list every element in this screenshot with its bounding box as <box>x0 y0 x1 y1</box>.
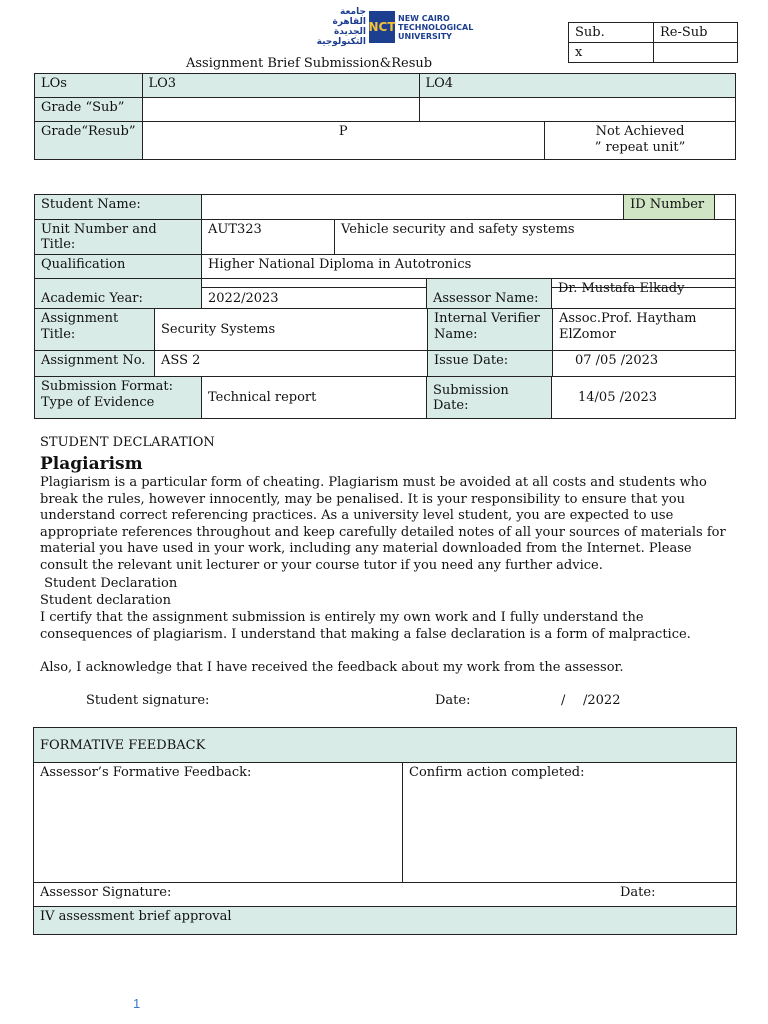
assignment-title-value: Security Systems <box>155 309 428 351</box>
iv-approval-label: IV assessment brief approval <box>34 907 737 935</box>
student-info-table <box>34 194 736 288</box>
assignment-title-label: Assignment Title: <box>35 309 155 351</box>
student-name-label: Student Name: <box>35 195 202 220</box>
sub-header: Sub. <box>569 23 654 43</box>
brief-title: Assignment Brief Submission&Resub <box>186 56 433 71</box>
declaration-sub2: Student declaration <box>40 593 171 608</box>
lo4-label: LO4 <box>419 74 735 98</box>
lo3-label: LO3 <box>142 74 419 98</box>
resub-mark[interactable] <box>654 43 738 63</box>
resub-header: Re-Sub <box>654 23 738 43</box>
feedback-heading: FORMATIVE FEEDBACK <box>34 728 737 763</box>
student-signature-label: Student signature: <box>86 693 210 708</box>
assignment-detail-table <box>34 308 736 377</box>
submission-date-value: 14/05 /2023 <box>552 377 736 419</box>
plagiarism-text: Plagiarism is a particular form of cheating. Plagiarism must be avoided at all costs and students who break the rules, however innocently, may be penalised. It is your responsibility to ensure that you understand correct referencing practices. As a university level student, you are expected to use appropriate references throughout and keep carefully detailed notes of all your sources of materials for material you have used in your work, including any material downloaded from the Internet. Please consult the relevant unit lecturer or your course tutor if you need any further advice. <box>40 475 726 573</box>
not-achieved-cell <box>545 122 736 160</box>
submission-format-value: Technical report <box>202 377 427 419</box>
logo-arabic-text: جامعة القاهرة الجديدة التكنولوجية <box>316 7 366 47</box>
formative-feedback-table <box>33 727 737 935</box>
unit-number: AUT323 <box>202 220 335 255</box>
confirm-action-box[interactable] <box>403 763 737 883</box>
unit-label: Unit Number and Title: <box>35 220 202 255</box>
assessor-value: Dr. Mustafa Elkady <box>552 279 736 309</box>
los-label: LOs <box>35 74 143 98</box>
declaration-sub1: Student Declaration <box>40 576 178 591</box>
logo-badge: NCT <box>369 11 395 43</box>
unit-title: Vehicle security and safety systems <box>335 220 736 255</box>
declaration-heading: STUDENT DECLARATION <box>40 435 215 450</box>
iv-label: Internal Verifier Name: <box>428 309 553 351</box>
iv-value: Assoc.Prof. Haytham ElZomor <box>553 309 736 351</box>
grades-table <box>34 73 736 160</box>
issue-date-label: Issue Date: <box>428 351 553 377</box>
university-logo <box>306 7 474 47</box>
grade-sub-label: Grade “Sub” <box>35 98 143 122</box>
logo-english-text: NEW CAIRO TECHNOLOGICAL UNIVERSITY <box>398 13 474 41</box>
student-date-slash: / <box>561 693 566 708</box>
assessor-signature-label[interactable]: Assessor Signature: <box>34 883 615 907</box>
issue-date-value: 07 /05 /2023 <box>553 351 736 377</box>
student-date-year: /2022 <box>583 693 621 708</box>
assignment-info-table <box>34 278 736 309</box>
assessor-feedback-box[interactable] <box>34 763 403 883</box>
grade-resub-value[interactable]: P <box>142 122 544 160</box>
assessor-label: Assessor Name: <box>427 279 552 309</box>
sub-mark[interactable]: x <box>569 43 654 63</box>
id-number-field[interactable] <box>715 195 736 220</box>
submission-table <box>34 376 736 419</box>
plagiarism-title: Plagiarism <box>40 454 143 474</box>
acknowledge-text: Also, I acknowledge that I have received the feedback about my work from the assessor. <box>40 660 624 675</box>
grade-sub-lo4[interactable] <box>419 98 735 122</box>
sub-resub-table <box>568 22 738 63</box>
assignment-no-value: ASS 2 <box>155 351 428 377</box>
submission-format-label: Submission Format: Type of Evidence <box>35 377 202 419</box>
confirm-action-label: Confirm action completed: <box>409 765 585 780</box>
grade-resub-label: Grade“Resub” <box>35 122 143 160</box>
qualification-value: Higher National Diploma in Autotronics <box>202 255 736 288</box>
qualification-label: Qualification <box>35 255 202 288</box>
student-date-label: Date: <box>435 693 471 708</box>
assignment-no-label: Assignment No. <box>35 351 155 377</box>
page-number: 1 <box>133 996 141 1011</box>
assessor-date-label[interactable]: Date: <box>614 883 737 907</box>
not-achieved-text: Not Achieved <box>595 124 685 139</box>
academic-year-value: 2022/2023 <box>202 279 427 309</box>
certify-text: I certify that the assignment submission is entirely my own work and I fully understand the consequences of plagiarism. I understand that making a false declaration is a form of malpractice. <box>40 610 691 642</box>
repeat-unit-text: ” repeat unit” <box>594 140 686 155</box>
academic-year-label: Academic Year: <box>35 279 202 309</box>
assessor-feedback-label: Assessor’s Formative Feedback: <box>40 765 252 780</box>
student-name-field[interactable] <box>202 195 624 220</box>
grade-sub-lo3[interactable] <box>142 98 419 122</box>
submission-date-label: Submission Date: <box>427 377 552 419</box>
id-number-label: ID Number <box>624 195 715 220</box>
